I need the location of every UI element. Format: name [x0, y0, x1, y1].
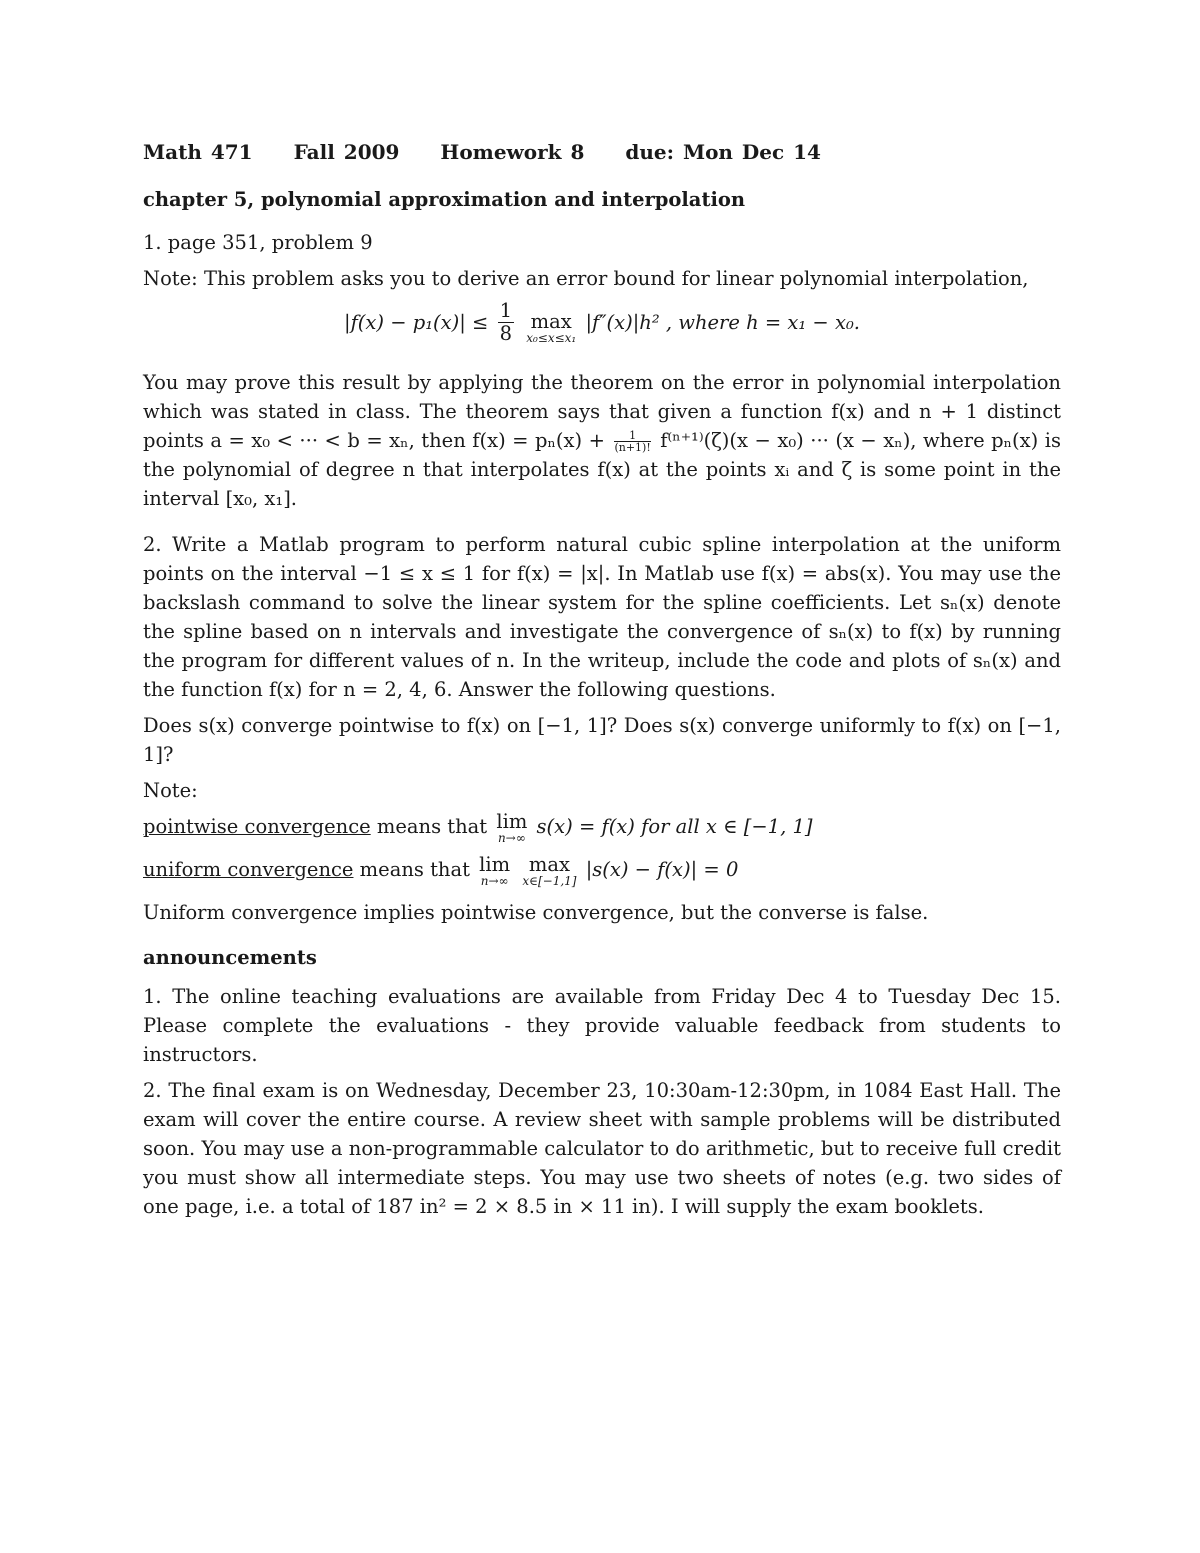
- convergence-implication: Uniform convergence implies pointwise convergence, but the converse is false.: [143, 901, 929, 924]
- formula-fraction-den: 8: [499, 322, 512, 345]
- uniform-definition: [143, 855, 1061, 891]
- formula-max: [526, 309, 577, 345]
- problem-1-note: Note: This problem asks you to derive an error bound for linear polynomial interpolation,: [143, 267, 1029, 290]
- pointwise-rest: s(x) = f(x) for all x ∈ [−1, 1]: [536, 815, 813, 838]
- problem-1-label: 1. page 351, problem 9: [143, 231, 373, 254]
- assignment-name: Homework 8: [440, 140, 585, 164]
- page-title: [143, 138, 1061, 167]
- problem-2-question: Does s(x) converge pointwise to f(x) on [−1, 1]? Does s(x) converge uniformly to f(x) on [−1, 1]?: [143, 714, 1061, 766]
- pointwise-term: pointwise convergence: [143, 815, 371, 838]
- formula-max-sub: x₀≤x≤x₁: [526, 330, 577, 345]
- problem-2-body: 2. Write a Matlab program to perform natural cubic spline interpolation at the uniform points on the interval −1 ≤ x ≤ 1 for f(x) = |x|. In Matlab use f(x) = abs(x). You may use the backslash command to solve the linear system for the spline coefficients. Let sₙ(x) denote the spline based on n intervals and investigate the convergence of sₙ(x) to f(x) by running the program for different values of n. In the writeup, include the code and plots of sₙ(x) and the function f(x) for n = 2, 4, 6. Answer the following questions.: [143, 533, 1061, 701]
- uniform-rest: |s(x) − f(x)| = 0: [585, 858, 739, 881]
- theorem-fraction-num: 1: [614, 430, 650, 442]
- homework-page: [143, 138, 1061, 1228]
- theorem-fraction-den: (n+1)!: [614, 441, 651, 454]
- uniform-limit: [479, 855, 510, 887]
- uniform-lim-sub: n→∞: [480, 874, 509, 888]
- pointwise-mid: means that: [370, 815, 494, 838]
- uniform-lim-op: lim: [479, 853, 511, 876]
- uniform-max-sub: x∈[−1,1]: [522, 874, 577, 888]
- chapter-heading: chapter 5, polynomial approximation and interpolation: [143, 188, 746, 211]
- theorem-text-2: f⁽ⁿ⁺¹⁾(ζ)(x − x₀) ··· (x − xₙ), where pₙ(x) is the polynomial of degree n that interpolates f(x) at the points xᵢ and ζ is some point in the interval [x₀, x₁].: [143, 429, 1061, 510]
- problem-2-note-label: Note:: [143, 779, 198, 802]
- pointwise-definition: [143, 812, 1061, 848]
- term: Fall 2009: [293, 140, 400, 164]
- pointwise-limit: [496, 812, 527, 844]
- error-bound-formula: [143, 300, 1061, 360]
- uniform-max-op: max: [528, 853, 570, 876]
- problem-1-body: [143, 368, 1061, 513]
- announcements-heading: announcements: [143, 946, 317, 969]
- uniform-max: [522, 855, 576, 887]
- theorem-fraction: [614, 430, 650, 453]
- formula-fraction-num: 1: [499, 299, 512, 322]
- announcement-1: 1. The online teaching evaluations are available from Friday Dec 4 to Tuesday Dec 15. Please complete the evaluations - they provide valuable feedback from students to instructors.: [143, 985, 1061, 1066]
- uniform-mid: means that: [353, 858, 477, 881]
- course-name: Math 471: [143, 140, 253, 164]
- theorem-text-1: You may prove this result by applying the theorem on the error in polynomial interpolation which was stated in class. The theorem says that given a function f(x) and n + 1 distinct points a = x₀ < ··· < b = xₙ, then f(x) = pₙ(x) +: [143, 371, 1061, 452]
- formula-left: |f(x) − p₁(x)| ≤: [344, 311, 489, 334]
- formula-right: |f″(x)|h² , where h = x₁ − x₀.: [585, 311, 860, 334]
- formula-fraction: [498, 300, 514, 345]
- due-date: due: Mon Dec 14: [625, 140, 821, 164]
- pointwise-lim-sub: n→∞: [497, 831, 526, 845]
- formula-max-op: max: [530, 309, 572, 333]
- announcement-2: 2. The final exam is on Wednesday, December 23, 10:30am-12:30pm, in 1084 East Hall. The exam will cover the entire course. A review sheet with sample problems will be distributed soon. You may use a non-programmable calculator to do arithmetic, but to receive full credit you must show all intermediate steps. You may use two sheets of notes (e.g. two sides of one page, i.e. a total of 187 in² = 2 × 8.5 in × 11 in). I will supply the exam booklets.: [143, 1079, 1061, 1218]
- uniform-term: uniform convergence: [143, 858, 354, 881]
- pointwise-lim-op: lim: [496, 810, 528, 833]
